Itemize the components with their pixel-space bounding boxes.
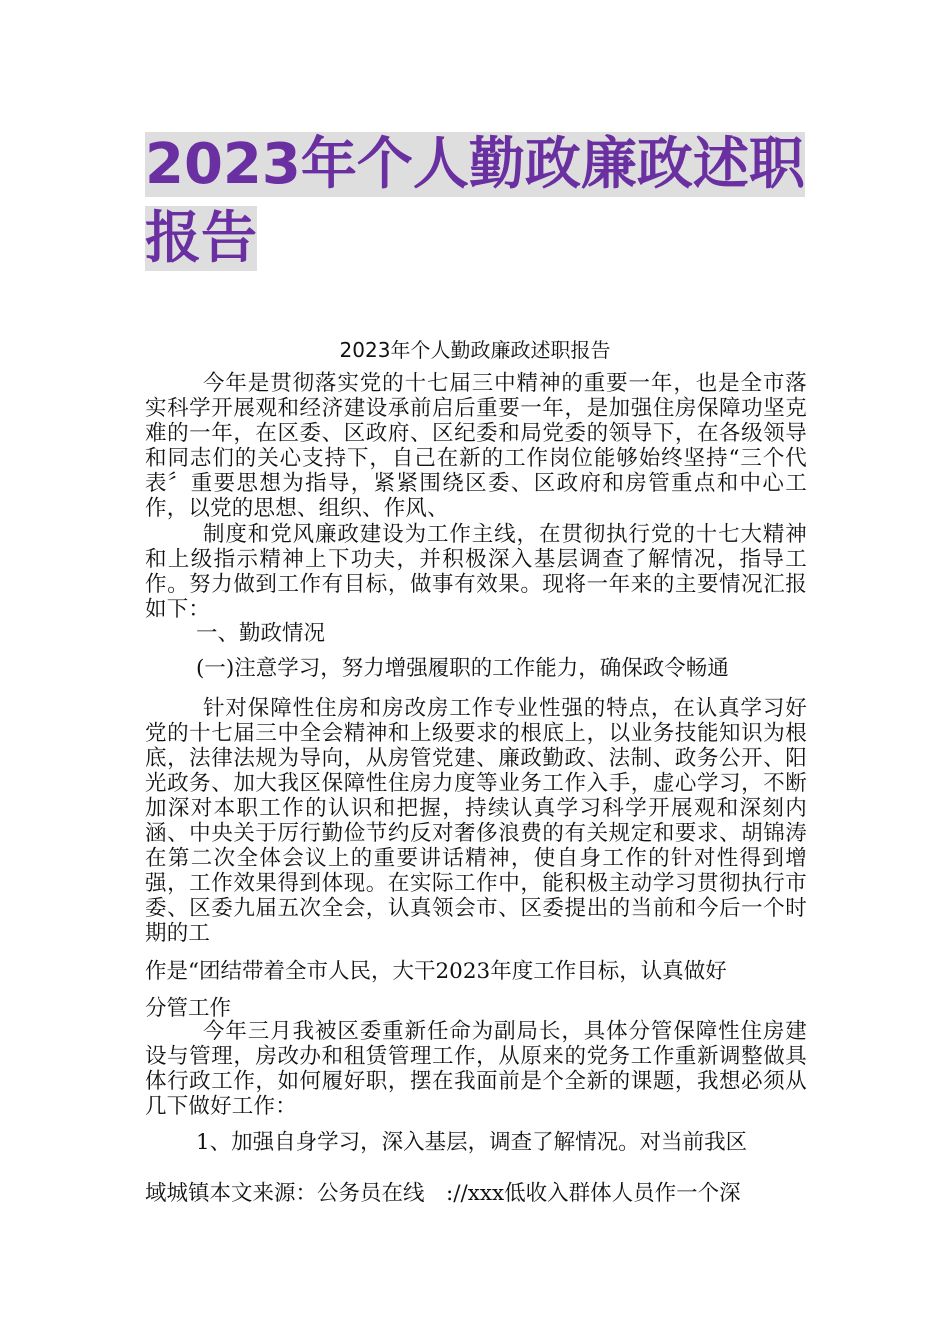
paragraph-intro: 今年是贯彻落实党的十七届三中精神的重要一年，也是全市落实科学开展观和经济建设承前启后重要一年，是加强住房保障功坚克难的一年，在区委、区政府、区纪委和局党委的领导下，在各级领导和同志们的关心支持下，自己在新的工作岗位能够始终坚持“三个代表〞重要思想为指导，紧紧围绕区委、区政府和房管重点和中心工作，以党的思想、组织、作风、	[145, 371, 807, 521]
document-title-line1: 2023年个人勤政廉政述职	[145, 132, 805, 197]
paragraph-line-duties: 分管工作	[145, 996, 232, 1021]
document-title-line2: 报告	[145, 206, 257, 271]
paragraph-intro-continued: 制度和党风廉政建设为工作主线，在贯彻执行党的十七大精神和上级指示精神上下功夫，并积极深入基层调查了解情况，指导工作。努力做到工作有目标，做事有效果。现将一年来的主要情况汇报如下：	[145, 522, 807, 622]
list-item-1: 1、加强自身学习，深入基层，调查了解情况。对当前我区	[196, 1130, 748, 1155]
paragraph-appointment: 今年三月我被区委重新任命为副局长，具体分管保障性住房建设与管理，房改办和租赁管理工作，从原来的党务工作重新调整做具体行政工作，如何履好职，摆在我面前是个全新的课题，我想必须从几下做好工作：	[145, 1019, 807, 1119]
subsection-heading-study: (一)注意学习，努力增强履职的工作能力，确保政令畅通	[196, 656, 729, 681]
paragraph-study: 针对保障性住房和房改房工作专业性强的特点，在认真学习好党的十七届三中全会精神和上级要求的根底上，以业务技能知识为根底，法律法规为导向，从房管党建、廉政勤政、法制、政务公开、阳光政务、加大我区保障性住房力度等业务工作入手，虚心学习，不断加深对本职工作的认识和把握，持续认真学习科学开展观和深刻内涵、中央关于厉行勤俭节约反对奢侈浪费的有关规定和要求、胡锦涛在第二次全体会议上的重要讲话精神，使自身工作的针对性得到增强，工作效果得到体现。在实际工作中，能积极主动学习贯彻执行市委、区委九届五次全会，认真领会市、区委提出的当前和今后一个时期的工	[145, 696, 807, 946]
paragraph-line-source: 域城镇本文来源：公务员在线 ://xxx低收入群体人员作一个深	[145, 1181, 741, 1206]
document-title	[145, 128, 825, 276]
document-heading: 2023年个人勤政廉政述职报告	[339, 338, 611, 362]
paragraph-line-goal: 作是“团结带着全市人民，大干2023年度工作目标，认真做好	[145, 959, 727, 984]
section-heading-diligence: 一、勤政情况	[196, 621, 326, 646]
